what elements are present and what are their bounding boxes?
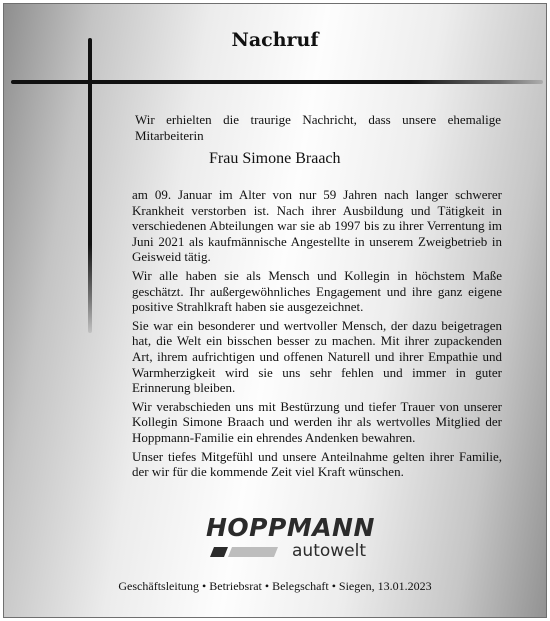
body-paragraph: Sie war ein besonderer und wertvoller Mensch, der dazu beigetragen hat, die Welt ein bisschen besser zu machen. Mit ihrer zupackenden Art, ihrem aufrichtigen und offenen Naturell und ihrer Empathie und Warmherzigkeit wird sie uns sehr fehlen und immer in guter Erinnerung bleiben. [132,317,502,396]
body-paragraph: am 09. Januar im Alter von nur 59 Jahren nach langer schwerer Krankheit verstorben ist. Nach ihrer Ausbildung und Tätigkeit in verschiedenen Abteilungen war sie ab 1997 bis zu ihrer Verrentung im Juni 2021 als kaufmännische Angestellte in unserem Zweigbetrieb in Geisweid tätig. [132,187,502,265]
logo-wordmark: HOPPMANN [206,513,375,542]
signature-line: Geschäftsleitung • Betriebsrat • Belegschaft • Siegen, 13.01.2023 [118,579,432,593]
logo-stripes-icon [208,547,278,557]
body-paragraph: Wir verabschieden uns mit Bestürzung und tiefer Trauer von unserer Kollegin Simone Braach und werden ihr als wertvolles Mitglied der Hoppmann-Familie ein ehrendes Andenken bewahren. [132,398,502,445]
deceased-name: Frau Simone Braach [209,150,341,167]
notice-title: Nachruf [231,29,319,51]
cross-vertical-bar [88,38,92,333]
notice-body [132,187,502,483]
body-paragraph: Unser tiefes Mitgefühl und unsere Anteilnahme gelten ihrer Familie, der wir für die kommende Zeit viel Kraft wünschen. [132,448,502,480]
obituary-notice [3,3,547,618]
intro-text: Wir erhielten die traurige Nachricht, dass unsere ehemalige Mitarbeiterin [135,112,501,143]
hoppmann-logo [206,514,386,564]
logo-subtitle: autowelt [292,541,367,561]
body-paragraph: Wir alle haben sie als Mensch und Kollegin in höchstem Maße geschätzt. Ihr außergewöhnliches Engagement und ihre ganz eigene positive Strahlkraft haben sie ausgezeichnet. [132,267,502,315]
